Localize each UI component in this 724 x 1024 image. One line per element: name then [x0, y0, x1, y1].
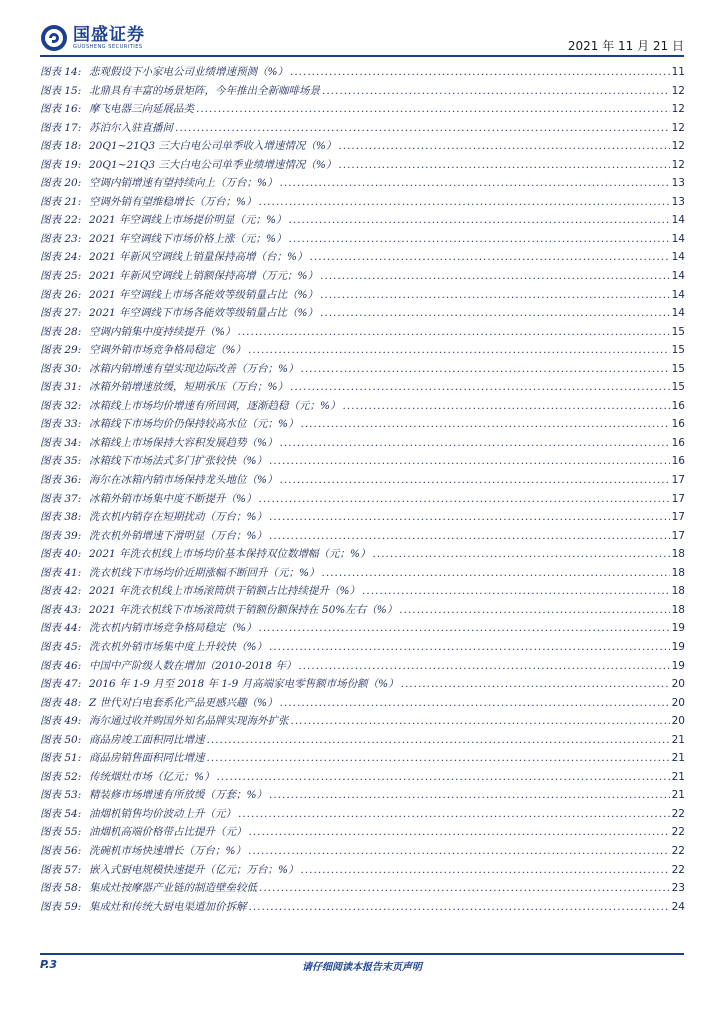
toc-entry[interactable]: [40, 287, 685, 306]
toc-leader-dots: [320, 289, 670, 301]
toc-entry[interactable]: [40, 824, 685, 843]
toc-entry-title: 空调外销市场竞争格局稳定（%）: [89, 344, 246, 357]
toc-entry[interactable]: [40, 843, 685, 862]
toc-leader-dots: [279, 437, 669, 449]
toc-entry-label: 图表 53:: [40, 789, 82, 802]
toc-entry-title: 集成灶按摩器产业链的制造壁垒较低: [89, 882, 257, 895]
toc-entry-title: 空调内销增速有望持续向上（万台；%）: [89, 177, 278, 190]
toc-entry[interactable]: [40, 769, 685, 788]
toc-entry[interactable]: [40, 194, 685, 213]
toc-entry[interactable]: [40, 713, 685, 732]
toc-entry-title: 集成灶和传统大厨电渠道加价拆解: [89, 900, 247, 913]
toc-entry-label: 图表 50:: [40, 733, 82, 746]
toc-entry-page: 15: [671, 344, 685, 357]
toc-entry[interactable]: [40, 676, 685, 695]
toc-leader-dots: [338, 140, 669, 152]
toc-entry[interactable]: [40, 416, 685, 435]
toc-leader-dots: [196, 103, 670, 115]
toc-entry-label: 图表 34:: [40, 436, 82, 449]
toc-entry[interactable]: [40, 787, 685, 806]
toc-entry-label: 图表 16:: [40, 103, 82, 116]
toc-entry-label: 图表 28:: [40, 325, 82, 338]
toc-entry-title: 20Q1~21Q3 三大白电公司单季业绩增速情况（%）: [89, 158, 337, 171]
toc-entry-label: 图表 46:: [40, 659, 82, 672]
toc-entry-title: 2021 年空调线下市场价格上涨（元；%）: [89, 232, 287, 245]
toc-entry-label: 图表 30:: [40, 362, 82, 375]
toc-leader-dots: [207, 752, 670, 764]
toc-entry-title: 油烟机高端价格带占比提升（元）: [89, 826, 247, 839]
toc-entry-title: 2021 年新风空调线上销量保持高增（台；%）: [89, 251, 308, 264]
toc-leader-dots: [399, 604, 669, 616]
figure-index-list: [40, 64, 685, 917]
toc-entry[interactable]: [40, 435, 685, 454]
toc-entry-label: 图表 59:: [40, 900, 82, 913]
toc-entry-label: 图表 27:: [40, 307, 82, 320]
toc-entry-label: 图表 47:: [40, 678, 82, 691]
toc-entry[interactable]: [40, 491, 685, 510]
toc-entry-title: 空调内销集中度持续提升（%）: [89, 325, 236, 338]
toc-entry-page: 21: [671, 770, 685, 783]
toc-entry-title: 冰箱线下市场均价仍保持较高水位（元；%）: [89, 418, 299, 431]
toc-entry-title: 洗衣机外销增速下滑明显（万台；%）: [89, 529, 267, 542]
toc-entry-title: 洗衣机线下市场均价近期涨幅不断回升（元；%）: [89, 566, 320, 579]
toc-leader-dots: [269, 530, 670, 542]
toc-entry-page: 17: [671, 511, 685, 524]
toc-leader-dots: [322, 85, 670, 97]
toc-entry-page: 12: [671, 121, 685, 134]
toc-entry[interactable]: [40, 583, 685, 602]
toc-entry-page: 18: [671, 603, 685, 616]
header-divider: [40, 55, 684, 57]
toc-entry-title: 2021 年洗衣机线上市场均价基本保持双位数增幅（元；%）: [89, 548, 371, 561]
toc-entry-page: 18: [671, 585, 685, 598]
toc-entry-title: 北鼎具有丰富的场景矩阵，今年推出全新咖啡场景: [89, 84, 320, 97]
toc-entry-title: 商品房销售面积同比增速: [89, 752, 205, 765]
toc-leader-dots: [248, 845, 670, 857]
toc-entry-label: 图表 18:: [40, 140, 82, 153]
toc-entry-page: 20: [671, 678, 685, 691]
toc-entry-title: 冰箱内销增速有望实现边际改善（万台；%）: [89, 362, 299, 375]
toc-entry[interactable]: [40, 806, 685, 825]
toc-entry-title: 2021 年洗衣机线下市场滚筒烘干销额份额保持在 50%左右（%）: [89, 603, 398, 616]
toc-leader-dots: [298, 660, 669, 672]
toc-entry-title: 冰箱外销增速放缓，短期承压（万台；%）: [89, 381, 288, 394]
toc-entry-label: 图表 58:: [40, 882, 82, 895]
toc-entry-page: 15: [671, 362, 685, 375]
toc-entry[interactable]: [40, 324, 685, 343]
toc-entry-label: 图表 23:: [40, 232, 82, 245]
toc-entry-label: 图表 19:: [40, 158, 82, 171]
toc-leader-dots: [300, 864, 669, 876]
toc-entry[interactable]: [40, 398, 685, 417]
toc-entry-label: 图表 17:: [40, 121, 82, 134]
toc-entry-label: 图表 41:: [40, 566, 82, 579]
toc-leader-dots: [249, 826, 670, 838]
footer-divider: [40, 953, 684, 955]
toc-entry-page: 23: [671, 882, 685, 895]
toc-entry-title: 洗衣机内销存在短期扰动（万台；%）: [89, 511, 267, 524]
toc-entry-page: 24: [671, 900, 685, 913]
toc-entry[interactable]: [40, 546, 685, 565]
toc-entry-label: 图表 14:: [40, 66, 82, 78]
toc-leader-dots: [373, 548, 670, 560]
toc-entry-page: 18: [671, 566, 685, 579]
toc-entry-page: 20: [671, 715, 685, 728]
report-date: 2021 年 11 月 21 日: [567, 39, 684, 53]
toc-entry-title: 传统烟灶市场（亿元；%）: [89, 770, 215, 783]
toc-entry[interactable]: [40, 361, 685, 380]
toc-entry[interactable]: [40, 101, 685, 120]
toc-entry-label: 图表 54:: [40, 807, 82, 820]
toc-entry-title: 海尔在冰箱内销市场保持龙头地位（%）: [89, 474, 278, 487]
brand-name: 国盛证券: [73, 24, 145, 45]
toc-entry-page: 14: [671, 214, 685, 227]
toc-entry[interactable]: [40, 750, 685, 769]
toc-leader-dots: [310, 251, 670, 263]
toc-entry-page: 15: [671, 381, 685, 394]
toc-entry-label: 图表 48:: [40, 696, 82, 709]
toc-leader-dots: [338, 159, 669, 171]
toc-entry[interactable]: [40, 528, 685, 547]
toc-entry-label: 图表 31:: [40, 381, 82, 394]
toc-entry-title: 嵌入式厨电规模快速提升（亿元；万台；%）: [89, 863, 299, 876]
toc-entry-page: 11: [671, 66, 685, 78]
toc-entry[interactable]: [40, 472, 685, 491]
toc-entry-label: 图表 49:: [40, 715, 82, 728]
toc-entry-label: 图表 26:: [40, 288, 82, 301]
toc-entry[interactable]: [40, 620, 685, 639]
toc-leader-dots: [175, 122, 670, 134]
toc-leader-dots: [289, 214, 670, 226]
toc-entry-label: 图表 33:: [40, 418, 82, 431]
toc-entry[interactable]: [40, 157, 685, 176]
toc-entry-page: 20: [671, 696, 685, 709]
toc-entry-label: 图表 20:: [40, 177, 82, 190]
toc-leader-dots: [269, 789, 670, 801]
toc-entry-title: 摩飞电器三向延展品类: [89, 103, 194, 116]
toc-entry-page: 16: [671, 399, 685, 412]
toc-entry-title: 2021 年空调线下市场各能效等级销量占比（%）: [89, 307, 319, 320]
toc-leader-dots: [342, 400, 669, 412]
toc-entry-label: 图表 37:: [40, 492, 82, 505]
toc-entry-title: 苏泊尔入驻直播间: [89, 121, 173, 134]
toc-entry-label: 图表 25:: [40, 270, 82, 283]
toc-entry-title: Z 世代对白电套系化产品更感兴趣（%）: [89, 696, 278, 709]
toc-entry-label: 图表 56:: [40, 844, 82, 857]
toc-entry-page: 19: [671, 622, 685, 635]
toc-leader-dots: [269, 641, 670, 653]
toc-leader-dots: [258, 493, 669, 505]
toc-entry-label: 图表 40:: [40, 548, 82, 561]
toc-entry[interactable]: [40, 880, 685, 899]
toc-entry-page: 17: [671, 474, 685, 487]
toc-leader-dots: [249, 901, 670, 913]
toc-entry[interactable]: [40, 862, 685, 881]
toc-leader-dots: [362, 585, 670, 597]
toc-entry-page: 22: [671, 863, 685, 876]
toc-leader-dots: [320, 307, 670, 319]
toc-entry-label: 图表 57:: [40, 863, 82, 876]
toc-entry[interactable]: [40, 342, 685, 361]
toc-entry-title: 2021 年空调线上市场提价明显（元；%）: [89, 214, 287, 227]
toc-entry-title: 冰箱线上市场保持大容积发展趋势（%）: [89, 436, 278, 449]
toc-entry-title: 洗衣机外销市场集中度上升较快（%）: [89, 640, 267, 653]
toc-entry[interactable]: [40, 83, 685, 102]
toc-entry-label: 图表 36:: [40, 474, 82, 487]
toc-entry-title: 2021 年空调线上市场各能效等级销量占比（%）: [89, 288, 319, 301]
brand-subtitle: GUOSHENG SECURITIES: [73, 43, 143, 50]
toc-entry-label: 图表 51:: [40, 752, 82, 765]
toc-entry[interactable]: [40, 212, 685, 231]
toc-entry-label: 图表 22:: [40, 214, 82, 227]
toc-leader-dots: [269, 455, 670, 467]
toc-entry-title: 海尔通过收并购国外知名品牌实现海外扩张: [89, 715, 289, 728]
brand-logo: [40, 24, 145, 52]
toc-entry-page: 16: [671, 455, 685, 468]
toc-entry-page: 21: [671, 733, 685, 746]
toc-entry[interactable]: [40, 899, 685, 918]
toc-entry-page: 12: [671, 158, 685, 171]
page-header: [0, 0, 724, 62]
toc-leader-dots: [280, 697, 670, 709]
toc-entry-title: 商品房竣工面积同比增速: [89, 733, 205, 746]
toc-leader-dots: [258, 196, 669, 208]
toc-entry-title: 精装修市场增速有所放缓（万套；%）: [89, 789, 267, 802]
toc-entry-title: 冰箱线下市场法式多门扩张较快（%）: [89, 455, 267, 468]
toc-leader-dots: [238, 808, 670, 820]
toc-entry[interactable]: [40, 453, 685, 472]
toc-entry-label: 图表 42:: [40, 585, 82, 598]
toc-entry-label: 图表 39:: [40, 529, 82, 542]
toc-entry-page: 21: [671, 789, 685, 802]
toc-leader-dots: [279, 474, 669, 486]
toc-leader-dots: [291, 715, 670, 727]
toc-entry-label: 图表 43:: [40, 603, 82, 616]
toc-entry[interactable]: [40, 231, 685, 250]
toc-entry-title: 空调外销有望维稳增长（万台；%）: [89, 195, 257, 208]
toc-entry-title: 2021 年洗衣机线上市场滚筒烘干销额占比持续提升（%）: [89, 585, 361, 598]
toc-entry-label: 图表 45:: [40, 640, 82, 653]
toc-leader-dots: [290, 66, 670, 78]
toc-entry-label: 图表 55:: [40, 826, 82, 839]
toc-entry-page: 22: [671, 844, 685, 857]
toc-entry-page: 19: [671, 640, 685, 653]
toc-entry-page: 22: [671, 826, 685, 839]
toc-entry-title: 悲观假设下小家电公司业绩增速预测（%）: [89, 66, 288, 78]
toc-entry[interactable]: [40, 565, 685, 584]
toc-leader-dots: [258, 622, 669, 634]
toc-entry-page: 22: [671, 807, 685, 820]
toc-entry-page: 15: [671, 325, 685, 338]
toc-entry-page: 12: [671, 140, 685, 153]
toc-entry-page: 17: [671, 492, 685, 505]
toc-entry-page: 16: [671, 436, 685, 449]
toc-entry-page: 14: [671, 270, 685, 283]
toc-entry-label: 图表 29:: [40, 344, 82, 357]
toc-entry-label: 图表 32:: [40, 399, 82, 412]
guosheng-logo-icon: [40, 24, 68, 52]
toc-entry-page: 12: [671, 103, 685, 116]
toc-entry-page: 14: [671, 288, 685, 301]
toc-leader-dots: [207, 734, 670, 746]
toc-entry-title: 油烟机销售均价波动上升（元）: [89, 807, 236, 820]
toc-entry-page: 21: [671, 752, 685, 765]
toc-leader-dots: [401, 678, 670, 690]
toc-entry-page: 14: [671, 307, 685, 320]
toc-entry[interactable]: [40, 639, 685, 658]
toc-entry-title: 冰箱线上市场均价增速有所回调，逐渐趋稳（元；%）: [89, 399, 341, 412]
toc-leader-dots: [216, 771, 669, 783]
toc-leader-dots: [248, 344, 670, 356]
toc-entry-label: 图表 35:: [40, 455, 82, 468]
toc-entry-page: 14: [671, 251, 685, 264]
toc-entry-page: 12: [671, 84, 685, 97]
toc-entry[interactable]: [40, 249, 685, 268]
toc-entry-label: 图表 15:: [40, 84, 82, 97]
toc-entry[interactable]: [40, 138, 685, 157]
toc-entry-title: 2021 年新风空调线上销额保持高增（万元；%）: [89, 270, 319, 283]
toc-entry-label: 图表 44:: [40, 622, 82, 635]
toc-leader-dots: [321, 567, 669, 579]
toc-entry-label: 图表 38:: [40, 511, 82, 524]
toc-leader-dots: [290, 381, 670, 393]
toc-entry[interactable]: [40, 175, 685, 194]
toc-entry[interactable]: [40, 120, 685, 139]
toc-entry-page: 13: [671, 195, 685, 208]
toc-leader-dots: [237, 326, 669, 338]
toc-entry-title: 20Q1~21Q3 三大白电公司单季收入增速情况（%）: [89, 140, 337, 153]
toc-entry-title: 冰箱外销市场集中度不断提升（%）: [89, 492, 257, 505]
toc-entry-title: 洗衣机内销市场竞争格局稳定（%）: [89, 622, 257, 635]
toc-leader-dots: [269, 511, 670, 523]
toc-leader-dots: [279, 177, 669, 189]
toc-leader-dots: [300, 418, 669, 430]
toc-entry-label: 图表 21:: [40, 195, 82, 208]
toc-entry[interactable]: [40, 658, 685, 677]
toc-entry[interactable]: [40, 602, 685, 621]
toc-entry-page: 19: [671, 659, 685, 672]
toc-entry-title: 2016 年 1-9 月至 2018 年 1-9 月高端家电零售额市场份额（%）: [89, 678, 399, 691]
toc-leader-dots: [259, 882, 670, 894]
toc-entry-label: 图表 24:: [40, 251, 82, 264]
footer-disclaimer: 请仔细阅读本报告末页声明: [302, 962, 422, 973]
toc-entry-page: 18: [671, 548, 685, 561]
toc-entry[interactable]: [40, 268, 685, 287]
toc-entry-title: 洗碗机市场快速增长（万台；%）: [89, 844, 246, 857]
toc-entry-title: 中国中产阶级人数在增加（2010-2018 年）: [89, 659, 297, 672]
toc-entry-page: 17: [671, 529, 685, 542]
toc-entry[interactable]: [40, 379, 685, 398]
toc-entry[interactable]: [40, 695, 685, 714]
toc-entry[interactable]: [40, 509, 685, 528]
toc-leader-dots: [289, 233, 670, 245]
toc-entry[interactable]: [40, 305, 685, 324]
toc-entry-page: 13: [671, 177, 685, 190]
toc-leader-dots: [300, 363, 669, 375]
toc-entry-page: 14: [671, 232, 685, 245]
toc-entry-label: 图表 52:: [40, 770, 82, 783]
toc-leader-dots: [320, 270, 670, 282]
toc-entry[interactable]: [40, 732, 685, 751]
toc-entry-page: 16: [671, 418, 685, 431]
toc-entry[interactable]: [40, 64, 685, 83]
page-number: P.3: [40, 958, 58, 971]
